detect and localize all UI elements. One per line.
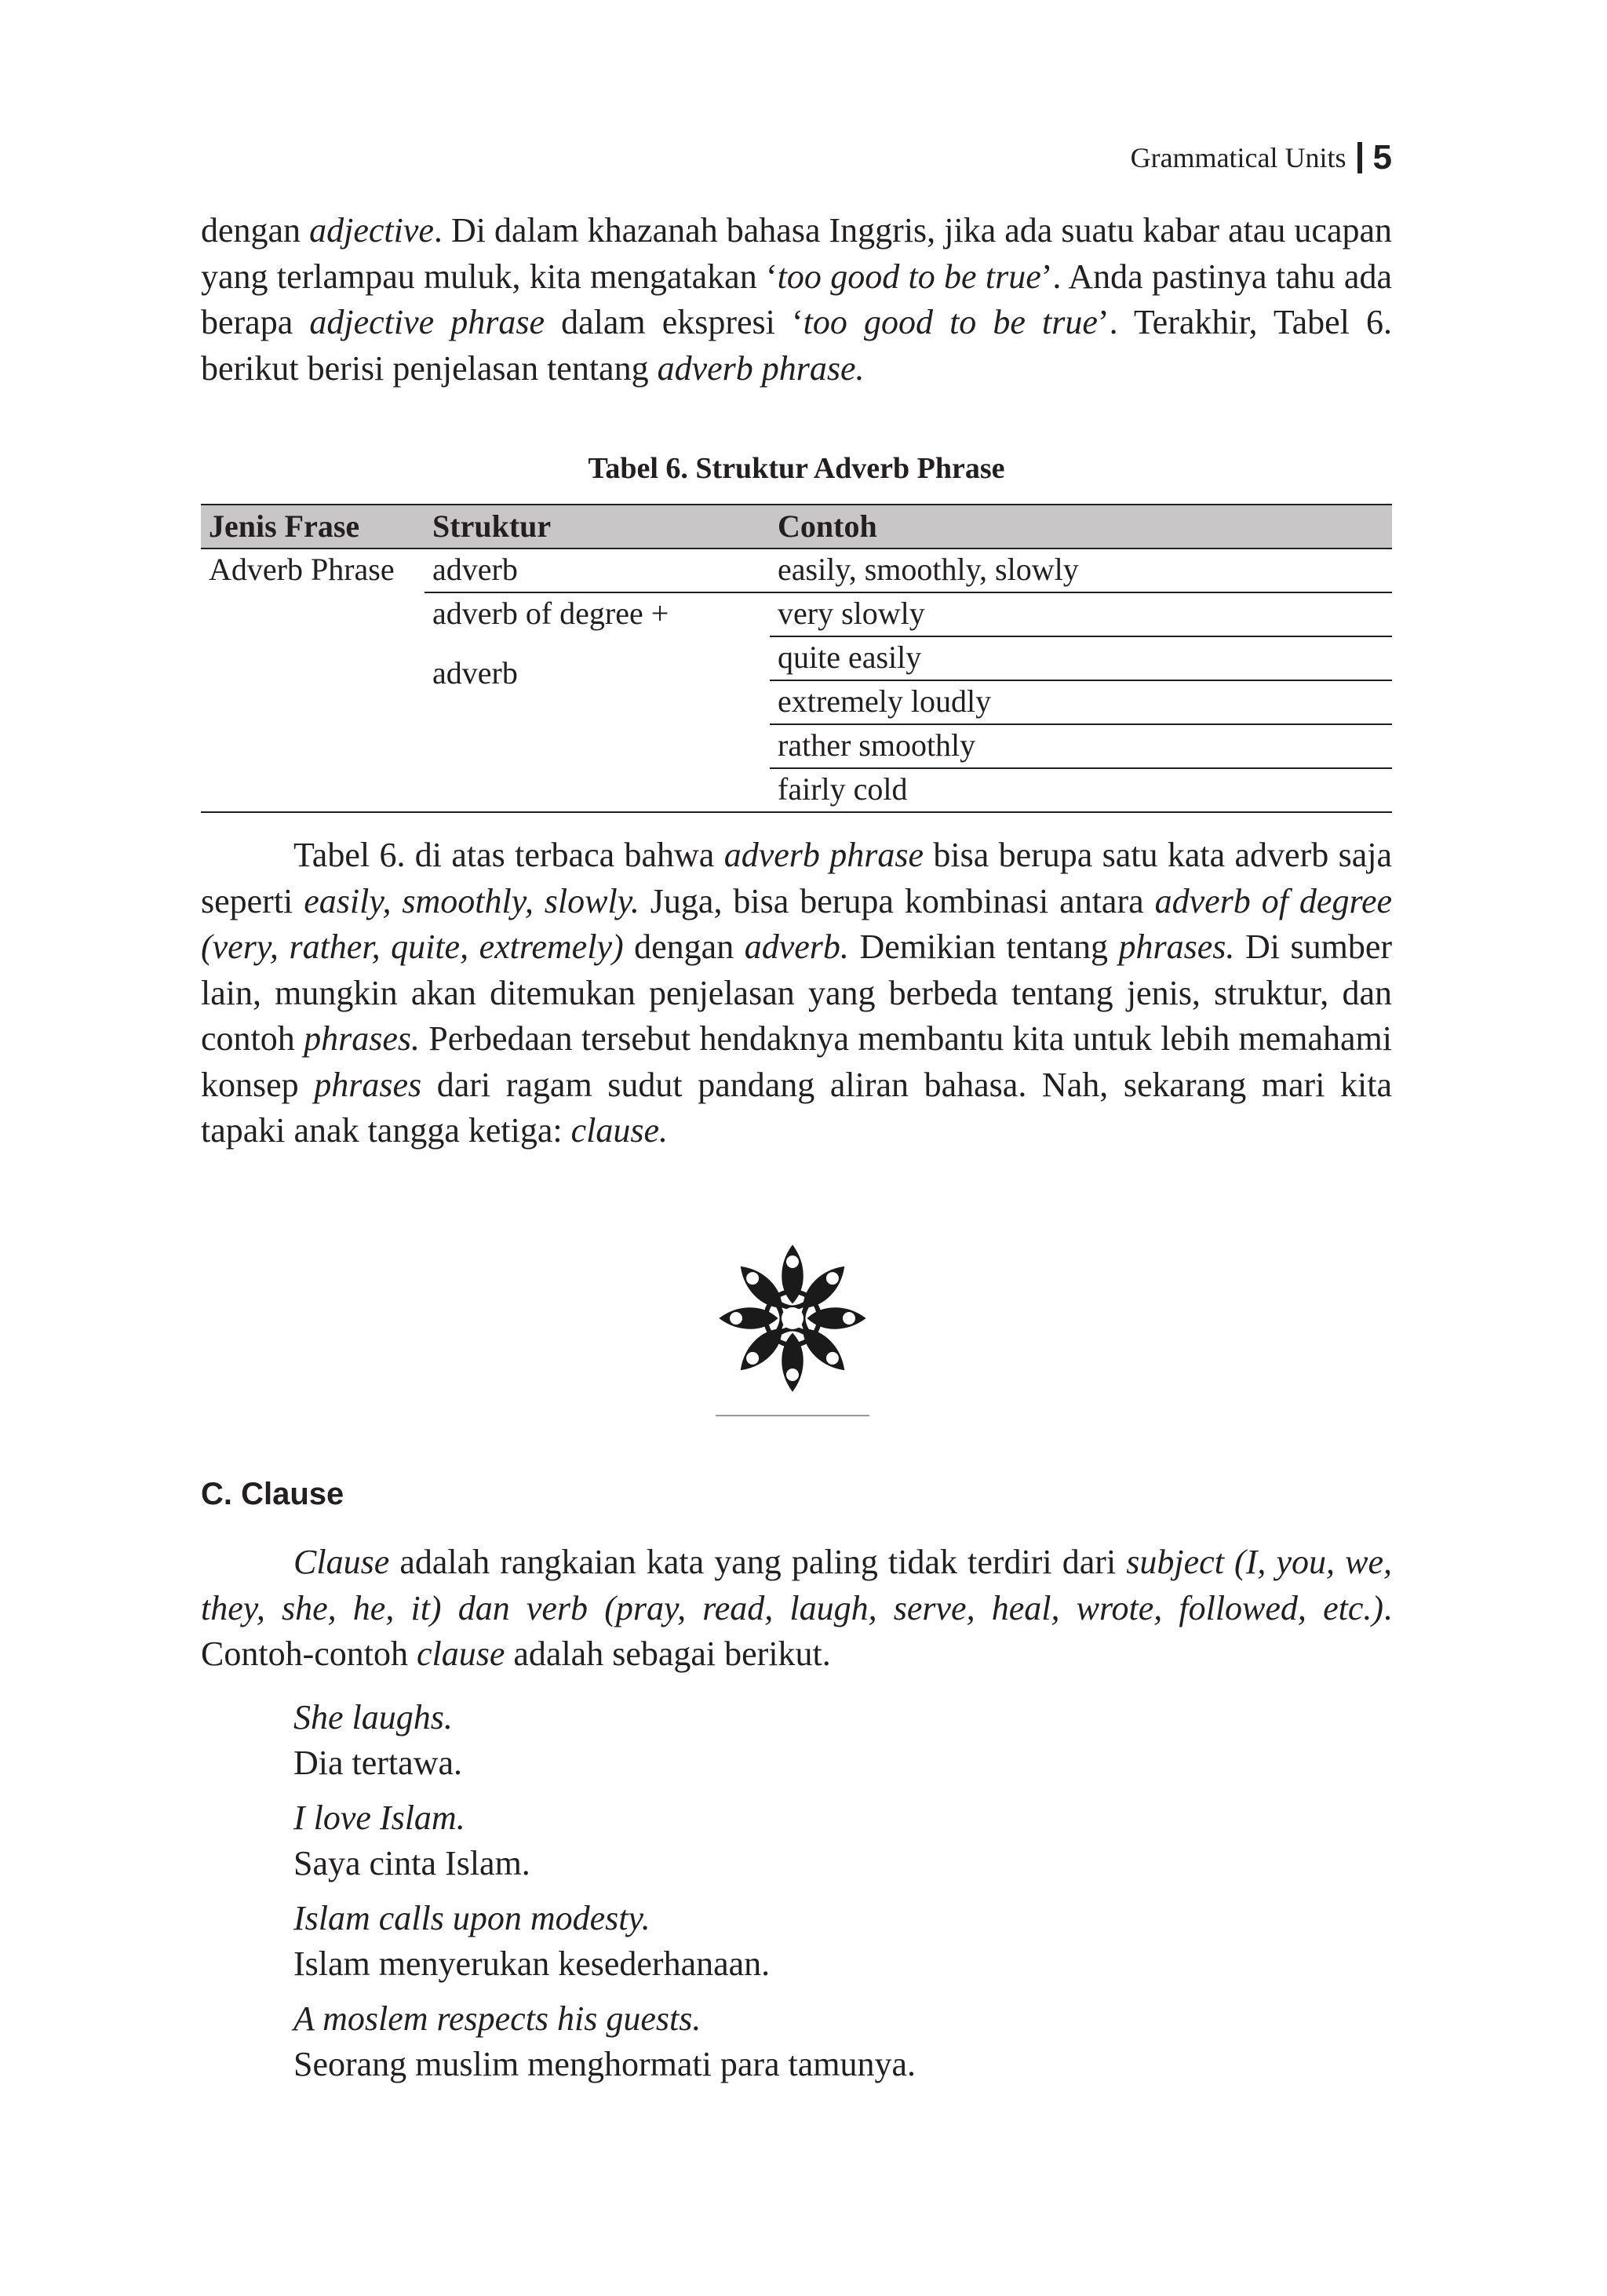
text: Perbedaan tersebut hendaknya membantu kita untuk lebih memahami konsep: [201, 1019, 1392, 1104]
paragraph-intro: [201, 208, 1392, 392]
text: adalah rangkaian kata yang paling tidak terdiri dari: [389, 1543, 1127, 1581]
adverb-phrase-table: [201, 504, 1392, 813]
italic-term: adjective: [309, 211, 434, 250]
italic-term: phrases.: [304, 1019, 420, 1058]
section-heading: C. Clause: [201, 1477, 344, 1511]
running-header: [1131, 138, 1392, 177]
italic-term: phrases.: [1118, 928, 1235, 966]
header-struktur: Struktur: [425, 505, 770, 548]
example-item: [293, 1695, 1392, 1786]
italic-term: Clause: [293, 1543, 390, 1581]
example-indonesian: Saya cinta Islam.: [293, 1844, 530, 1882]
cell-contoh: very slowly: [770, 592, 1392, 636]
example-english: A moslem respects his guests.: [293, 1999, 701, 2038]
paragraph-clause-definition: [201, 1540, 1392, 1678]
text: Di sumber lain, mungkin akan ditemukan penjelasan yang berbeda tentang jenis, struktur, dan contoh: [201, 928, 1392, 1058]
example-item: [293, 1896, 1392, 1987]
italic-term: adjective phrase: [309, 303, 545, 341]
text: . Contoh-contoh: [201, 1588, 1392, 1673]
struktur-line: adverb of degree +: [432, 596, 669, 631]
struktur-line: adverb: [432, 655, 518, 691]
text: bisa berupa satu kata adverb saja seperti: [201, 836, 1392, 920]
table-header-row: [201, 505, 1392, 548]
italic-term: phrases: [314, 1065, 422, 1104]
example-indonesian: Seorang muslim menghormati para tamunya.: [293, 2045, 916, 2083]
text: Tabel 6. di atas terbaca bahwa: [293, 836, 724, 874]
header-contoh: Contoh: [770, 505, 1392, 548]
example-item: [293, 1795, 1392, 1886]
cell-contoh: rather smoothly: [770, 724, 1392, 768]
italic-term: clause: [416, 1635, 505, 1673]
example-english: Islam calls upon modesty.: [293, 1899, 650, 1937]
text: . Di dalam khazanah bahasa Inggris, jika ada suatu kabar atau ucapan yang terlampau muluk, kita mengatakan ‘: [201, 211, 1393, 296]
example-english: I love Islam.: [293, 1799, 465, 1837]
italic-term: easily, smoothly, slowly.: [304, 881, 640, 920]
text: Demikian tentang: [848, 928, 1119, 966]
example-english: She laughs.: [293, 1698, 453, 1737]
text: ’. Terakhir, Tabel 6. berikut berisi penjelasan tentang: [201, 303, 1393, 388]
cell-contoh: extremely loudly: [770, 680, 1392, 724]
cell-contoh: quite easily: [770, 636, 1392, 680]
example-indonesian: Dia tertawa.: [293, 1744, 462, 1782]
italic-term: adverb.: [744, 928, 849, 966]
text: dalam ekspresi ‘: [545, 303, 804, 341]
italic-term: too good to be true: [803, 303, 1098, 341]
text: adalah sebagai berikut.: [505, 1635, 831, 1673]
example-item: [293, 1996, 1392, 2087]
header-separator: [1357, 142, 1362, 173]
clause-examples: [293, 1695, 1392, 2097]
paragraph-explanation: [201, 833, 1392, 1154]
italic-term: subject (I, you, we, they, she, he, it) dan verb (pray, read, laugh, serve, heal, wrote, followed, etc.): [201, 1543, 1393, 1627]
floral-ornament-icon: [714, 1232, 871, 1420]
italic-term: too good to be true: [777, 257, 1041, 296]
table-row: [201, 548, 1392, 592]
cell-jenis: [201, 548, 425, 812]
example-indonesian: Islam menyerukan kesederhanaan.: [293, 1944, 771, 1983]
text: ’. Anda pastinya tahu ada berapa: [201, 257, 1392, 341]
header-jenis: Jenis Frase: [201, 505, 425, 548]
italic-term: adverb of degree (very, rather, quite, extremely): [201, 881, 1393, 966]
text: dengan: [623, 928, 745, 966]
text: Juga, bisa berupa kombinasi antara: [639, 881, 1155, 920]
cell-struktur: adverb: [425, 548, 770, 592]
jenis-value: Adverb Phrase: [209, 552, 395, 587]
text: dari ragam sudut pandang aliran bahasa. Nah, sekarang mari kita tapaki anak tangga ketiga:: [201, 1065, 1392, 1150]
cell-contoh: easily, smoothly, slowly: [770, 548, 1392, 592]
text: dengan: [201, 211, 310, 250]
page-number: 5: [1372, 138, 1392, 177]
cell-contoh: fairly cold: [770, 768, 1392, 812]
italic-term: clause.: [570, 1111, 668, 1150]
italic-term: adverb phrase.: [657, 348, 865, 388]
section-title: Grammatical Units: [1130, 142, 1346, 173]
cell-struktur: [425, 592, 770, 812]
table-caption: Tabel 6. Struktur Adverb Phrase: [588, 452, 1005, 485]
italic-term: adverb phrase: [723, 836, 924, 874]
